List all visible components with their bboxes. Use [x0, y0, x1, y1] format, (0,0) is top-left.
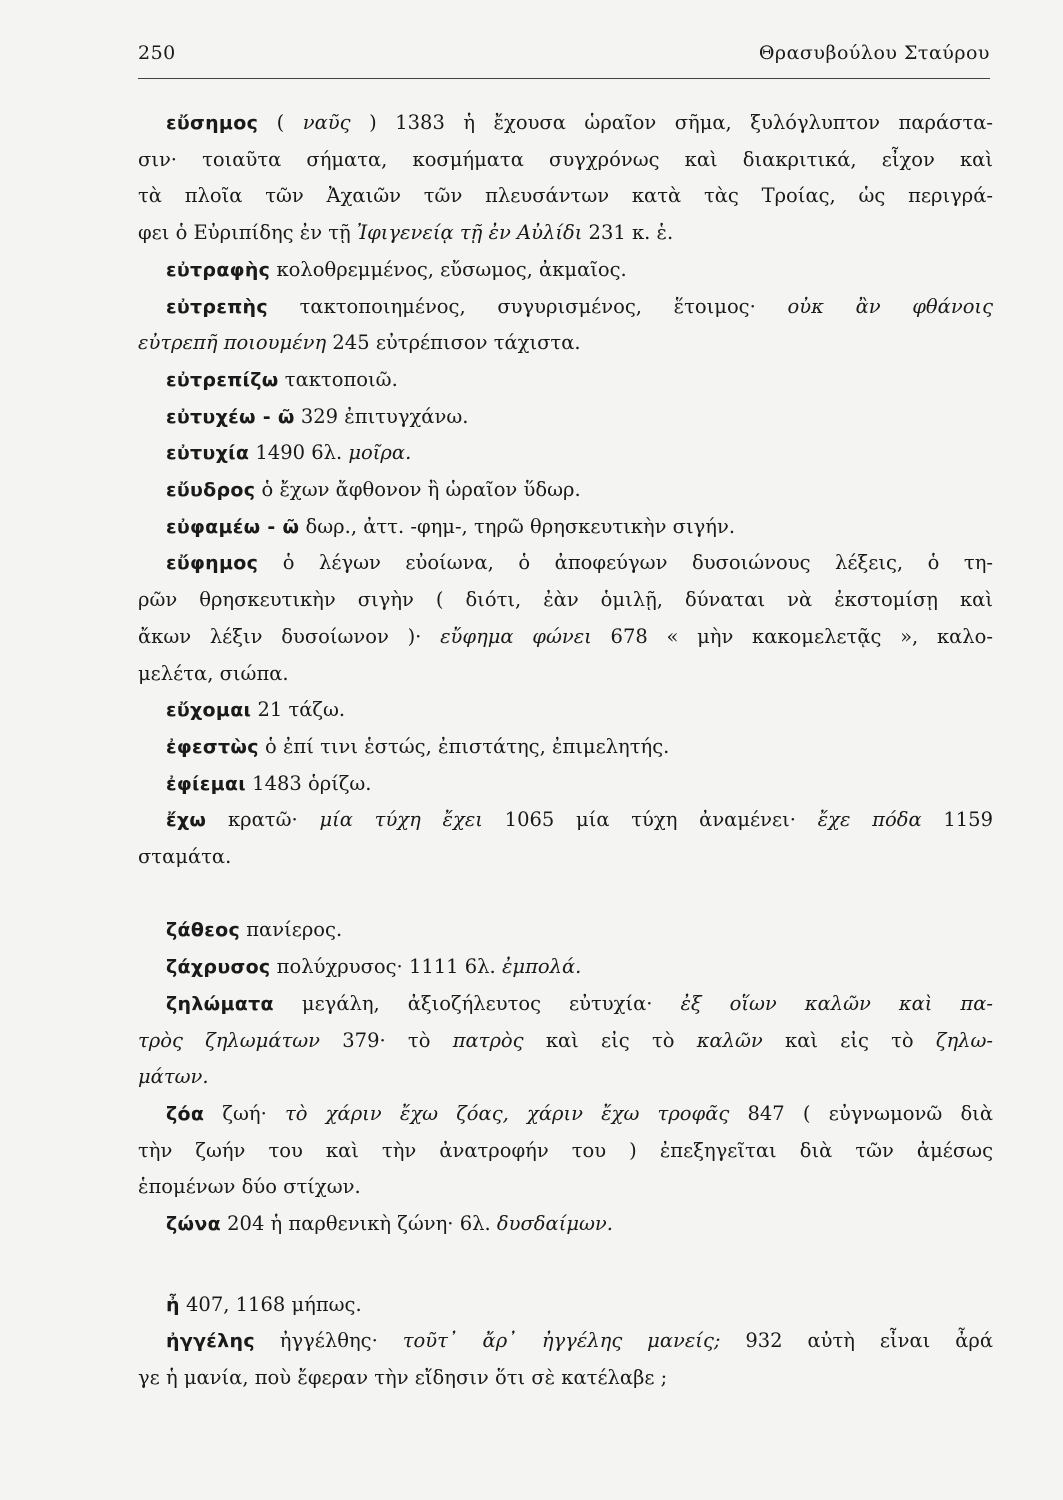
running-title: Θρασυβούλου Σταύρου: [758, 42, 990, 64]
headword: ζάθεος: [166, 919, 241, 942]
definition-text: 1483 ὁρίζω.: [245, 771, 372, 795]
headword: ἠγγέλης: [166, 1330, 255, 1353]
entry-continuation-line: [138, 839, 993, 876]
definition-text: τακτοποιημένος, συγυρισμένος, ἕτοιμος·: [267, 294, 788, 318]
headword: εὐτραφὴς: [166, 258, 271, 281]
quoted-text: μία τύχη ἔχει: [319, 808, 483, 832]
glossary-entry: [138, 105, 993, 252]
glossary-entry: [138, 289, 993, 362]
headword: ἐφίεμαι: [166, 772, 246, 795]
glossary-entry: [138, 362, 993, 399]
definition-text: ζωή·: [204, 1101, 285, 1125]
entry-first-line: [138, 1323, 993, 1360]
definition-text: 1490 6λ.: [249, 441, 349, 465]
headword: εὐτυχία: [166, 442, 250, 465]
headword: εὐφαμέω - ῶ: [166, 515, 300, 538]
definition-text: 245 εὐτρέπισον τάχιστα.: [326, 331, 581, 355]
definition-text: καὶ εἰς τὸ: [762, 1028, 936, 1052]
quoted-text: εὐτρεπῆ ποιουμένη: [138, 331, 327, 355]
entry-continuation-line: [138, 215, 993, 252]
quoted-text: πατρὸς: [452, 1028, 524, 1052]
glossary-entry: [138, 1323, 993, 1396]
quoted-text: εὔφημα φώνει: [440, 624, 592, 648]
quoted-text: Ἰφιγενείᾳ τῇ ἐν Αὐλίδι: [356, 221, 583, 245]
entry-continuation-line: [138, 656, 993, 693]
definition-text: πανίερος.: [240, 918, 343, 942]
definition-text: 932 αὐτὴ εἶναι ἆρά: [720, 1329, 993, 1353]
definition-text: σταμάτα.: [138, 845, 232, 869]
entry-continuation-line: [138, 325, 993, 362]
entry-first-line: [138, 509, 993, 546]
headword: εὔφημος: [166, 552, 259, 575]
definition-text: ἑπομένων δύο στίχων.: [138, 1175, 361, 1199]
glossary-entry: [138, 729, 993, 766]
section-gap: [138, 1243, 993, 1287]
headword: εὔυδρος: [166, 479, 256, 502]
definition-text: τακτοποιῶ.: [278, 367, 398, 391]
entry-first-line: [138, 435, 993, 472]
entry-first-line: [138, 1206, 993, 1243]
entry-first-line: [138, 545, 993, 582]
definition-text: 21 τάζω.: [251, 698, 346, 722]
entry-first-line: [138, 1287, 993, 1324]
quoted-text: τοῦτ᾽ ἄρ᾽ ἠγγέλης μανείς;: [402, 1329, 721, 1353]
definition-text: τὰ πλοῖα τῶν Ἀχαιῶν τῶν πλευσάντων κατὰ τὰς Τροίας, ὡς περιγρά-: [138, 184, 993, 208]
quoted-text: οὐκ ἂν φθάνοις: [787, 294, 994, 318]
definition-text: 204 ἡ παρθενικὴ ζώνη· 6λ.: [220, 1212, 497, 1236]
quoted-text: μάτων.: [138, 1065, 209, 1089]
quoted-text: τὸ χάριν ἔχω ζόας, χάριν ἔχω τροφᾶς: [284, 1101, 730, 1125]
definition-text: ἄκων λέξιν δυσοίωνον )·: [138, 624, 441, 648]
entry-first-line: [138, 399, 993, 436]
entry-first-line: [138, 105, 993, 142]
entry-first-line: [138, 252, 993, 289]
definition-text: 678 « μὴν κακομελετᾷς », καλο-: [591, 624, 993, 648]
entry-continuation-line: [138, 1133, 993, 1170]
running-head: [138, 42, 990, 64]
definition-text: κρατῶ·: [206, 808, 320, 832]
entry-continuation-line: [138, 1023, 993, 1060]
glossary-entry: [138, 766, 993, 803]
headword: ζόα: [166, 1102, 205, 1125]
entry-first-line: [138, 949, 993, 986]
entry-first-line: [138, 362, 993, 399]
definition-text: τὴν ζωήν του καὶ τὴν ἀνατροφήν του ) ἐπεξηγεῖται διὰ τῶν ἀμέσως: [138, 1138, 993, 1162]
glossary-entry: [138, 545, 993, 692]
entry-continuation-line: [138, 1360, 993, 1397]
glossary-entry: [138, 435, 993, 472]
glossary-entry: [138, 1206, 993, 1243]
quoted-text: καλῶν: [696, 1028, 763, 1052]
entry-first-line: [138, 692, 993, 729]
definition-text: μεγάλη, ἀξιοζήλευτος εὐτυχία·: [273, 991, 681, 1015]
entry-continuation-line: [138, 178, 993, 215]
quoted-text: ναῦς: [302, 111, 351, 134]
quoted-text: ἐξ οἵων καλῶν καὶ πα-: [680, 991, 994, 1015]
page-number: 250: [138, 42, 176, 64]
definition-text: 407, 1168 μήπως.: [179, 1292, 362, 1316]
entry-first-line: [138, 1096, 993, 1133]
definition-text: κολοθρεμμένος, εὔσωμος, ἀκμαῖος.: [270, 257, 627, 281]
definition-text: ἠγγέλθης·: [254, 1329, 403, 1353]
glossary-entry: [138, 949, 993, 986]
headword: ζηλώματα: [166, 992, 274, 1015]
headword: εὐτρεπὴς: [166, 295, 268, 318]
quoted-text: μοῖρα.: [348, 441, 412, 465]
glossary-entry: [138, 802, 993, 875]
entry-first-line: [138, 986, 993, 1023]
section-gap: [138, 876, 993, 913]
definition-text: δωρ., ἀττ. -φημ-, τηρῶ θρησκευτικὴν σιγήν.: [299, 514, 736, 538]
entry-continuation-line: [138, 619, 993, 656]
definition-text: ) 1383 ἡ ἔχουσα ὡραῖον σῆμα, ξυλόγλυπτον παράστα-: [350, 111, 993, 134]
headword: εὐτυχέω - ῶ: [166, 405, 295, 428]
definition-text: γε ἡ μανία, ποὺ ἔφεραν τὴν εἴδησιν ὅτι σὲ κατέλαβε ;: [138, 1366, 668, 1390]
glossary-entry: [138, 1096, 993, 1206]
definition-text: καὶ εἰς τὸ: [523, 1028, 697, 1052]
glossary-text: [138, 105, 993, 1397]
definition-text: (: [258, 111, 303, 134]
glossary-entry: [138, 1287, 993, 1324]
entry-first-line: [138, 802, 993, 839]
definition-text: ρῶν θρησκευτικὴν σιγὴν ( διότι, ἐὰν ὁμιλῇ, δύναται νὰ ἐκστομίσῃ καὶ: [138, 588, 993, 612]
glossary-entry: [138, 912, 993, 949]
glossary-entry: [138, 986, 993, 1096]
headword: ἦ: [166, 1293, 180, 1316]
definition-text: πολύχρυσος· 1111 6λ.: [270, 955, 502, 979]
header-rule: [138, 78, 990, 79]
headword: ζώνα: [166, 1213, 221, 1236]
entry-first-line: [138, 912, 993, 949]
quoted-text: τρὸς ζηλωμάτων: [138, 1028, 321, 1052]
headword: ζάχρυσος: [166, 956, 271, 979]
headword: εὐτρεπίζω: [166, 368, 279, 391]
quoted-text: ἐμπολά.: [501, 955, 582, 979]
quoted-text: δυσδαίμων.: [496, 1212, 613, 1236]
headword: εὔσημος: [166, 112, 259, 134]
definition-text: 329 ἐπιτυγχάνω.: [294, 404, 469, 428]
definition-text: ὁ ἐπί τινι ἑστώς, ἐπιστάτης, ἐπιμελητής.: [258, 734, 670, 758]
glossary-entry: [138, 252, 993, 289]
definition-text: 847 ( εὐγνωμονῶ διὰ: [729, 1101, 994, 1125]
entry-continuation-line: [138, 142, 993, 179]
entry-first-line: [138, 766, 993, 803]
entry-first-line: [138, 729, 993, 766]
entry-first-line: [138, 289, 993, 326]
definition-text: σιν· τοιαῦτα σήματα, κοσμήματα συγχρόνως καὶ διακριτικά, εἶχον καὶ: [138, 147, 993, 171]
entry-continuation-line: [138, 1169, 993, 1206]
definition-text: ὁ λέγων εὐοίωνα, ὁ ἀποφεύγων δυσοιώνους λέξεις, ὁ τη-: [258, 551, 993, 575]
headword: ἐφεστὼς: [166, 735, 259, 758]
headword: ἔχω: [166, 809, 207, 832]
definition-text: 1159: [921, 808, 993, 832]
definition-text: 231 κ. ἑ.: [582, 221, 674, 245]
glossary-entry: [138, 399, 993, 436]
quoted-text: ζηλω-: [935, 1028, 993, 1052]
glossary-entry: [138, 472, 993, 509]
definition-text: φει ὁ Εὐριπίδης ἐν τῇ: [138, 221, 357, 245]
entry-continuation-line: [138, 582, 993, 619]
definition-text: 379· τὸ: [320, 1028, 453, 1052]
definition-text: 1065 μία τύχη ἀναμένει·: [482, 808, 818, 832]
entry-first-line: [138, 472, 993, 509]
entry-continuation-line: [138, 1059, 993, 1096]
glossary-entry: [138, 692, 993, 729]
headword: εὔχομαι: [166, 699, 252, 722]
definition-text: μελέτα, σιώπα.: [138, 661, 289, 685]
definition-text: ὁ ἔχων ἄφθονον ἢ ὡραῖον ὕδωρ.: [255, 478, 581, 502]
quoted-text: ἔχε πόδα: [817, 808, 922, 832]
glossary-entry: [138, 509, 993, 546]
